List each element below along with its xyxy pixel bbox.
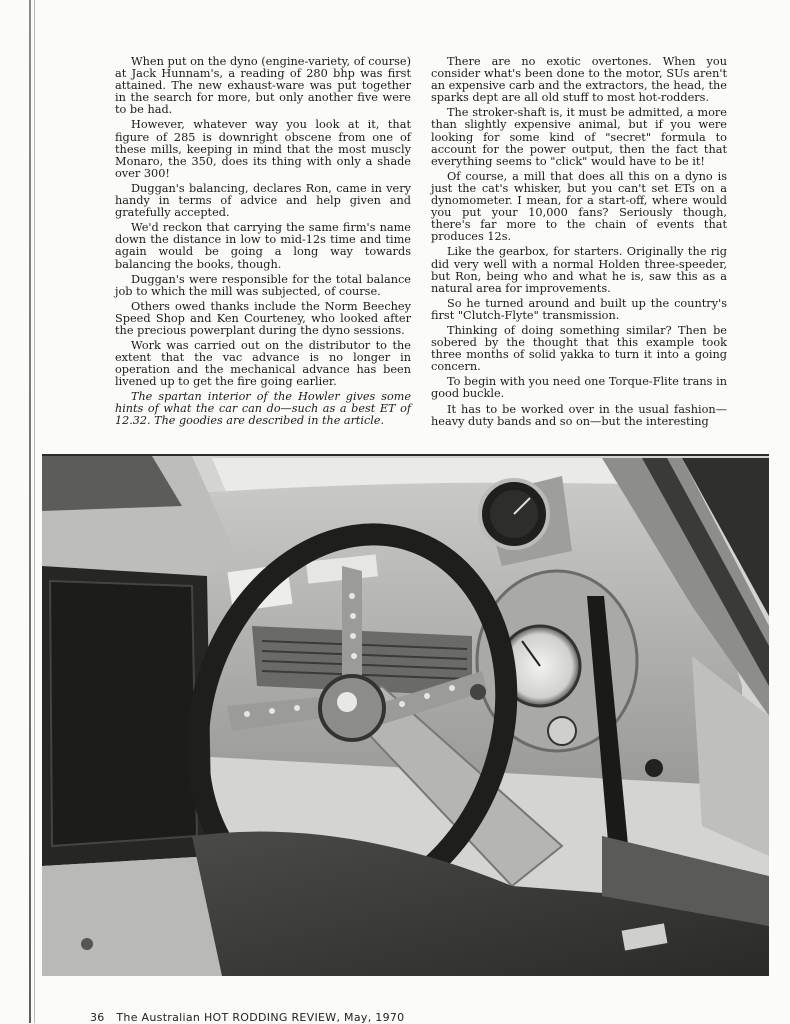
right-paragraph-6: Thinking of doing something similar? Then be sobered by the thought that this example took three months of solid yakka to turn it into a going concern.	[431, 323, 727, 374]
left-column	[115, 56, 411, 430]
photo-caption: The spartan interior of the Howler gives some hints of what the car can do—such as a best ET of 12.32. The goodies are described in the article.	[115, 390, 411, 428]
left-paragraph-4: We'd reckon that carrying the same firm's name down the distance in low to mid-12s time and time again would be going a long way towards balancing the books, though.	[115, 221, 411, 271]
interior-photo	[42, 454, 769, 976]
left-paragraph-5: Duggan's were responsible for the total balance job to which the mill was subjected, of course.	[115, 272, 411, 298]
left-paragraph-6: Others owed thanks include the Norm Beechey Speed Shop and Ken Courteney, who looked after the precious powerplant during the dyno sessions.	[115, 299, 411, 337]
switch-knob-icon	[645, 759, 663, 777]
page-footer	[90, 1011, 404, 1024]
small-gauge-icon	[548, 717, 576, 745]
left-paragraph-7: Work was carried out on the distributor to the extent that the vac advance is no longer in operation and the mechanical advance has been livened up to get the fire going earlier.	[115, 339, 411, 389]
right-column	[431, 56, 727, 431]
right-paragraph-7: To begin with you need one Torque-Flite trans in good buckle.	[431, 375, 727, 401]
publication-line: The Australian HOT RODDING REVIEW, May, 1970	[116, 1011, 405, 1024]
left-paragraph-3: Duggan's balancing, declares Ron, came in very handy in terms of advice and help given and gratefully accepted.	[115, 181, 411, 220]
right-paragraph-5: So he turned around and built up the country's first "Clutch-Flyte" transmission.	[431, 296, 727, 322]
dash-knob-icon	[470, 684, 486, 700]
page-number: 36	[90, 1011, 105, 1024]
right-paragraph-2: The stroker-shaft is, it must be admitted, a more than slightly expensive animal, but if you were looking for some kind of "secret" formula to account for the power output, then the fact that everything seems to "click" would have to be it!	[431, 106, 727, 168]
right-paragraph-3: Of course, a mill that does all this on a dyno is just the cat's whisker, but you can't set ETs on a dynomometer. I mean, for a start-off, where would you put your 10,000 fans? Seriously though, there's far more to the chain of events that produces 12s.	[431, 169, 727, 244]
scan-edge-shadow	[29, 0, 31, 1023]
left-paragraph-1: When put on the dyno (engine-variety, of course) at Jack Hunnam's, a reading of 280 bhp was first attained. The new exhaust-ware was put together in the search for more, but only another five were to be had.	[115, 55, 411, 117]
interior-photo-illustration	[42, 456, 769, 976]
left-paragraph-2: However, whatever way you look at it, that figure of 285 is downright obscene from one of these mills, keeping in mind that the most muscly Monaro, the 350, does its thing with only a shade over 300!	[115, 118, 411, 180]
scan-edge-line	[34, 0, 35, 1023]
right-paragraph-4: Like the gearbox, for starters. Originally the rig did very well with a normal Holden three-speeder, but Ron, being who and what he is, saw this as a natural area for improvements.	[431, 245, 727, 295]
door-knob-icon	[81, 938, 93, 950]
right-paragraph-1: There are no exotic overtones. When you consider what's been done to the motor, SUs aren't an expensive carb and the extractors, the head, the sparks dept are all old stuff to most hot-rodders.	[431, 55, 727, 105]
right-paragraph-8: It has to be worked over in the usual fashion—heavy duty bands and so on—but the interesting	[431, 402, 727, 428]
